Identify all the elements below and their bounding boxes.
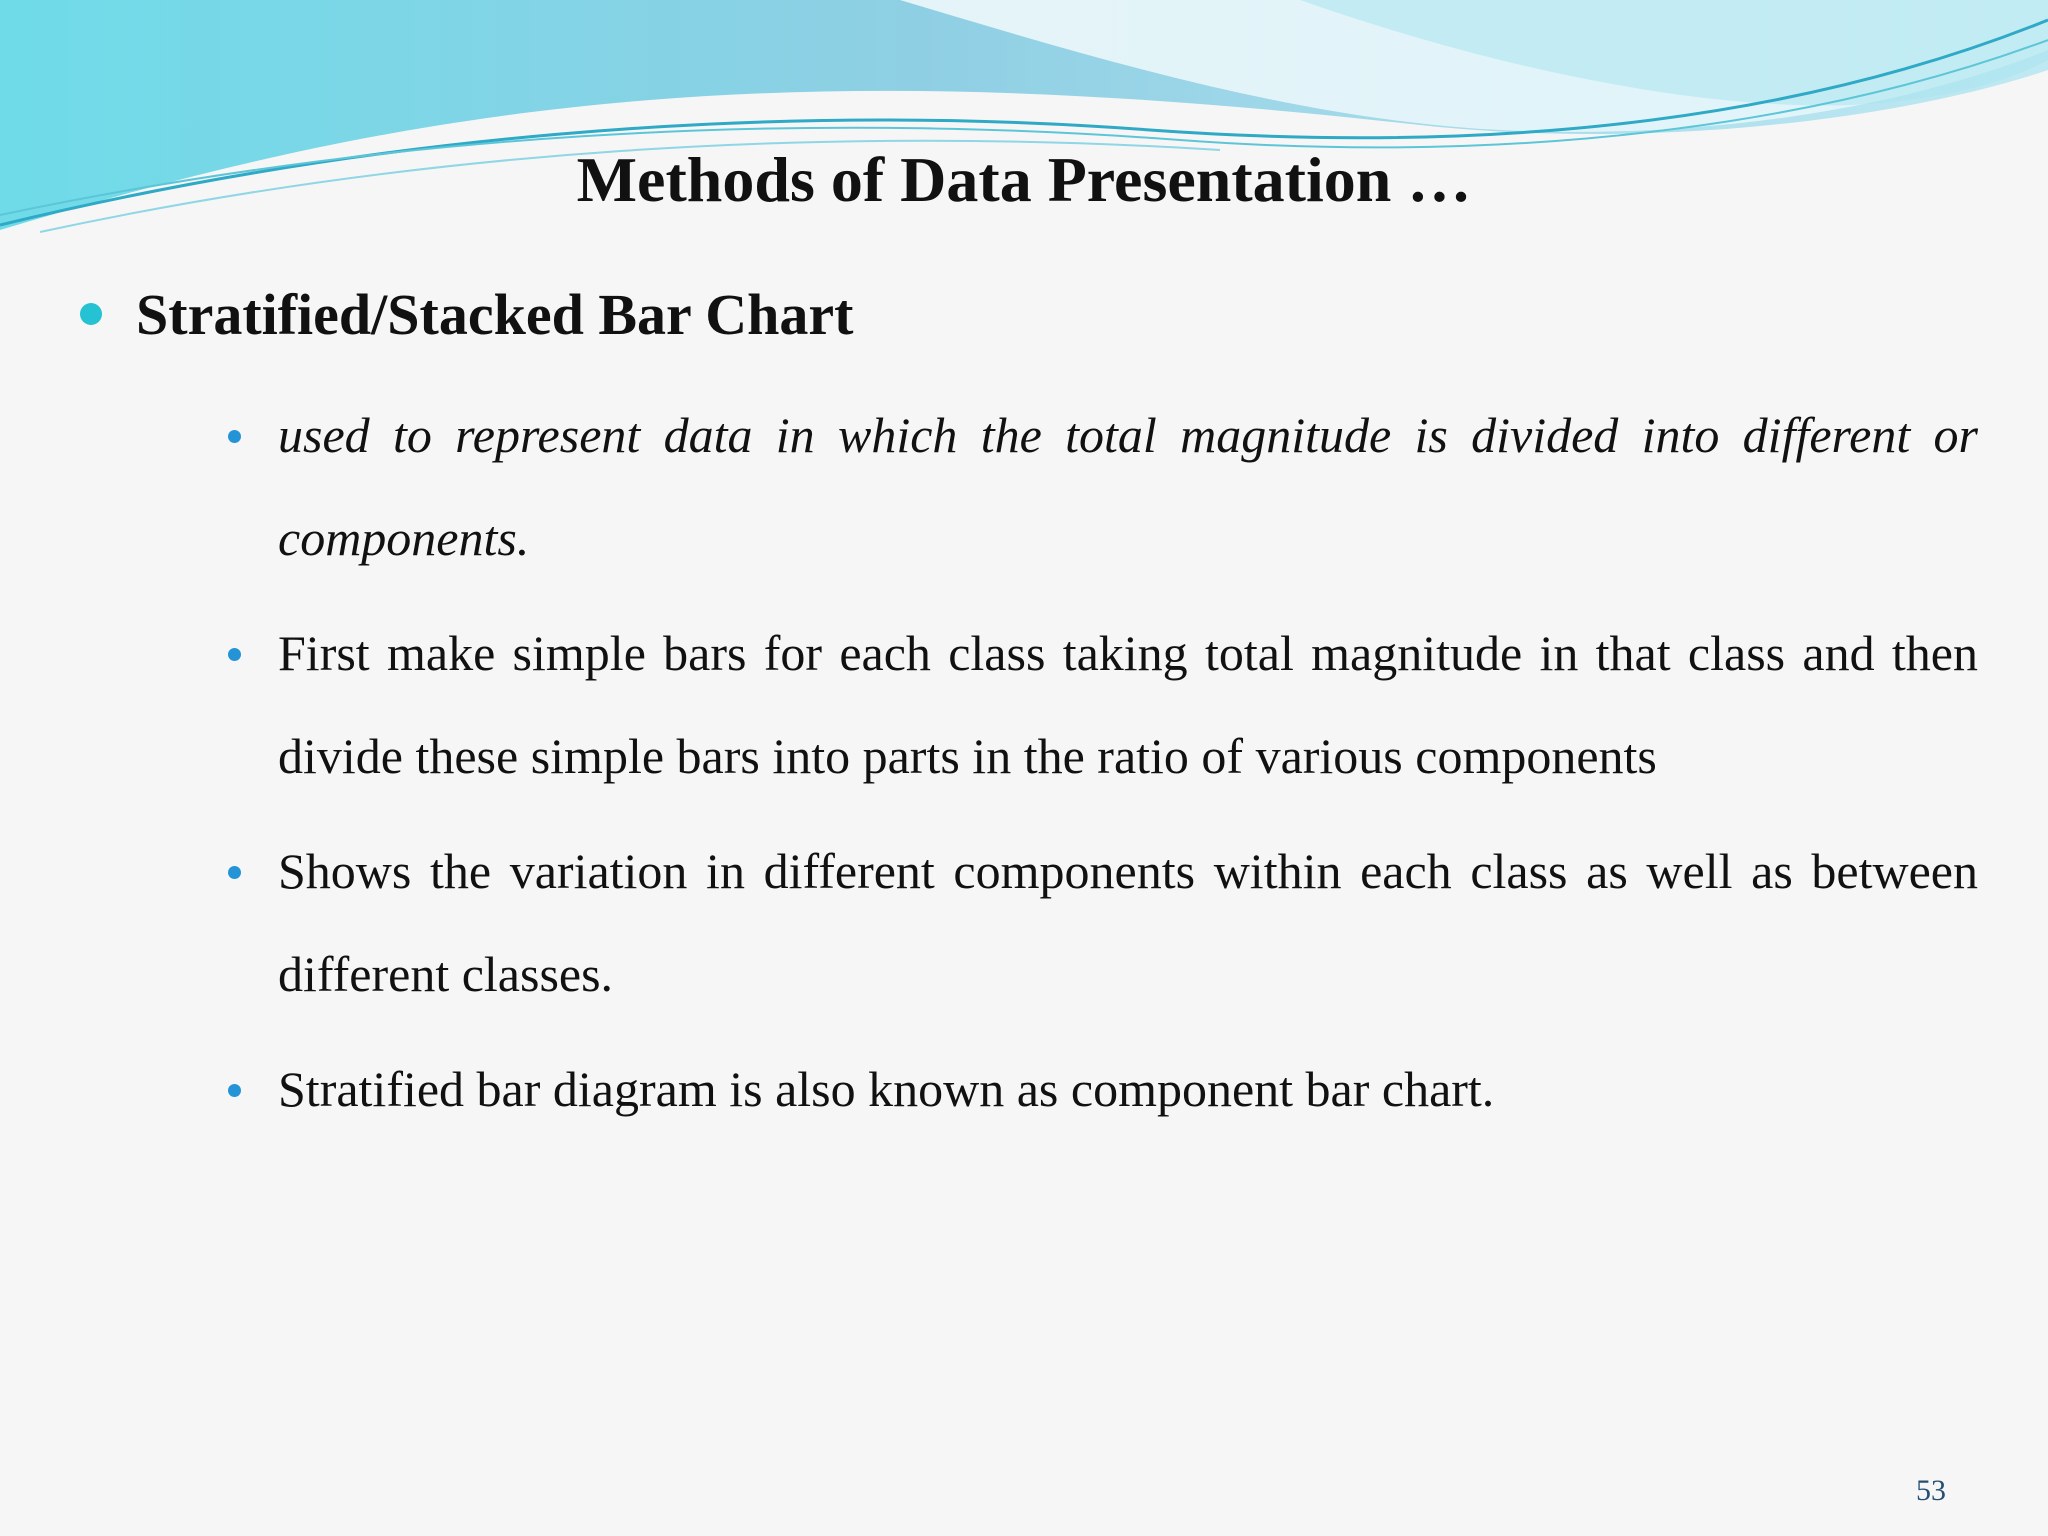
- bullet-dot-icon: [228, 430, 241, 443]
- bullet-dot-icon: [228, 866, 241, 879]
- bullet-dot-icon: [228, 1084, 241, 1097]
- page-number: 53: [1916, 1474, 1946, 1507]
- heading-bullet-icon: [80, 303, 102, 325]
- bullet-text: used to represent data in which the total magnitude is divided into different or components.: [278, 407, 1978, 566]
- list-item: [228, 602, 1978, 808]
- bullet-text: First make simple bars for each class taking total magnitude in that class and then divide these simple bars into parts in the ratio of various components: [278, 625, 1978, 784]
- list-item: [228, 820, 1978, 1026]
- section-heading-text: Stratified/Stacked Bar Chart: [136, 281, 854, 347]
- section-heading: [80, 274, 853, 354]
- bullet-text: Stratified bar diagram is also known as component bar chart.: [278, 1061, 1495, 1117]
- list-item: [228, 1038, 1978, 1141]
- slide-title: Methods of Data Presentation …: [576, 144, 1472, 215]
- bullet-list: [228, 384, 1978, 1153]
- bullet-text: Shows the variation in different components within each class as well as between different classes.: [278, 843, 1978, 1002]
- list-item: [228, 384, 1978, 590]
- bullet-dot-icon: [228, 648, 241, 661]
